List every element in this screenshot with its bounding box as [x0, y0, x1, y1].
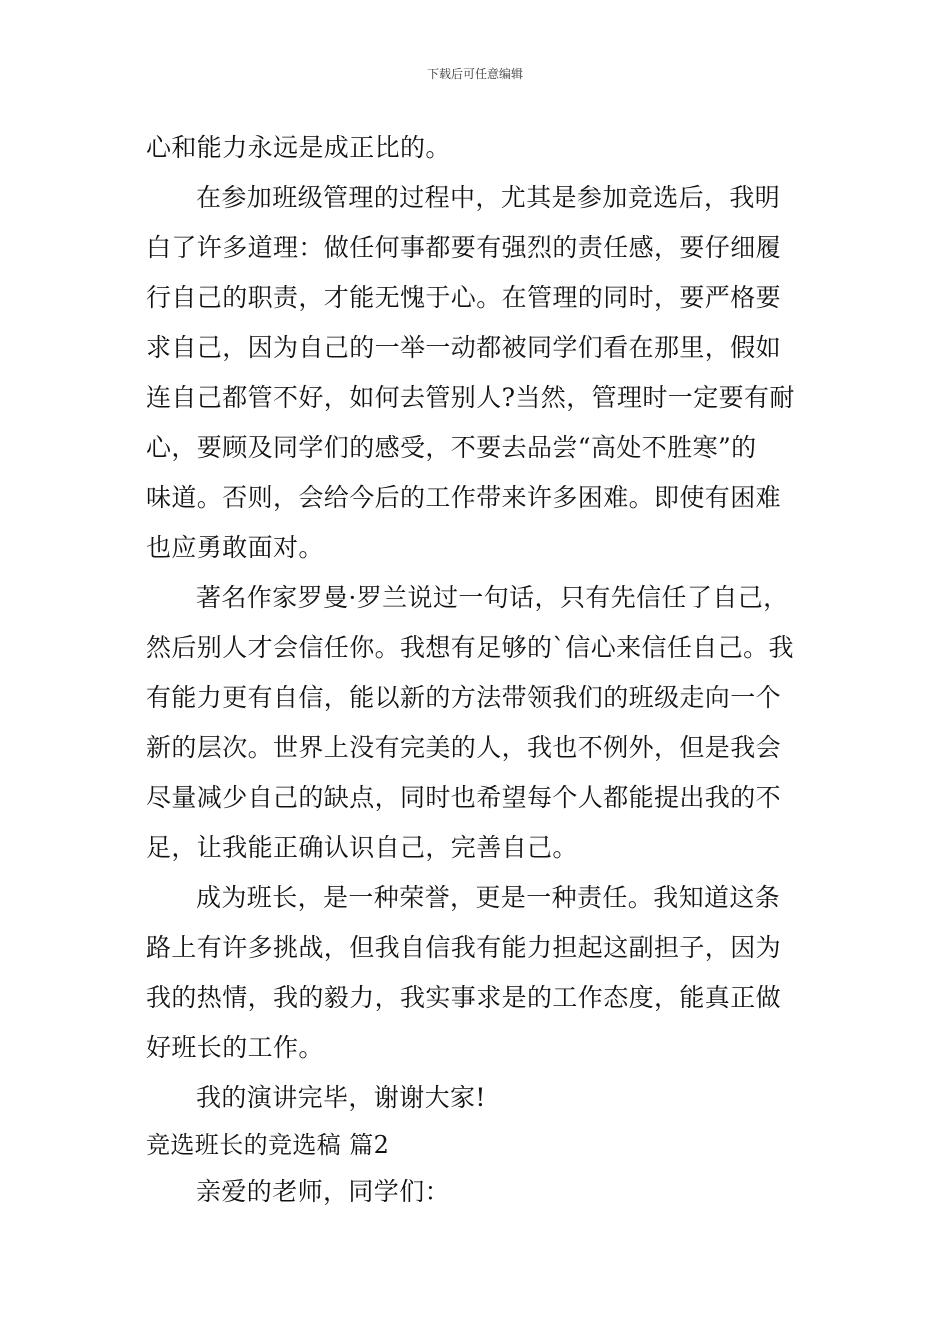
- text-line: 好班长的工作。: [146, 1033, 324, 1062]
- paragraph-start-line: 在参加班级管理的过程中，尤其是参加竞选后，我明: [196, 183, 781, 212]
- text-line: 行自己的职责，才能无愧于心。在管理的同时，要严格要: [146, 283, 782, 312]
- text-line: 心和能力永远是成正比的。: [146, 133, 451, 162]
- text-line: 也应勇敢面对。: [146, 533, 324, 562]
- paragraph-start-line: 著名作家罗曼·罗兰说过一句话，只有先信任了自己，: [196, 583, 789, 612]
- text-line: 路上有许多挑战，但我自信我有能力担起这副担子，因为: [146, 933, 782, 962]
- section-heading: 竞选班长的竞选稿 篇2: [146, 1131, 390, 1159]
- text-line: 新的层次。世界上没有完美的人，我也不例外，但是我会: [146, 733, 782, 762]
- text-line: 求自己，因为自己的一举一动都被同学们看在那里，假如: [146, 333, 782, 362]
- closing-line: 我的演讲完毕，谢谢大家!: [196, 1083, 486, 1112]
- text-line: 连自己都管不好，如何去管别人?当然，管理时一定要有耐: [146, 383, 795, 412]
- document-body: [146, 123, 836, 1217]
- text-line: 尽量减少自己的缺点，同时也希望每个人都能提出我的不: [146, 783, 782, 812]
- text-line: 足，让我能正确认识自己，完善自己。: [146, 833, 578, 862]
- text-line: 味道。否则，会给今后的工作带来许多困难。即使有困难: [146, 483, 782, 512]
- text-line: 我的热情，我的毅力，我实事求是的工作态度，能真正做: [146, 983, 782, 1012]
- text-line: 心，要顾及同学们的感受，不要去品尝“高处不胜寒”的: [146, 433, 757, 462]
- paragraph-start-line: 成为班长，是一种荣誉，更是一种责任。我知道这条: [196, 883, 781, 912]
- text-line: 然后别人才会信任你。我想有足够的`信心来信任自己。我: [146, 633, 794, 662]
- text-line: 白了许多道理：做任何事都要有强烈的责任感，要仔细履: [146, 233, 782, 262]
- salutation-line: 亲爱的老师，同学们：: [196, 1177, 451, 1206]
- text-line: 有能力更有自信，能以新的方法带领我们的班级走向一个: [146, 683, 782, 712]
- page-header: 下载后可任意编辑: [426, 67, 523, 81]
